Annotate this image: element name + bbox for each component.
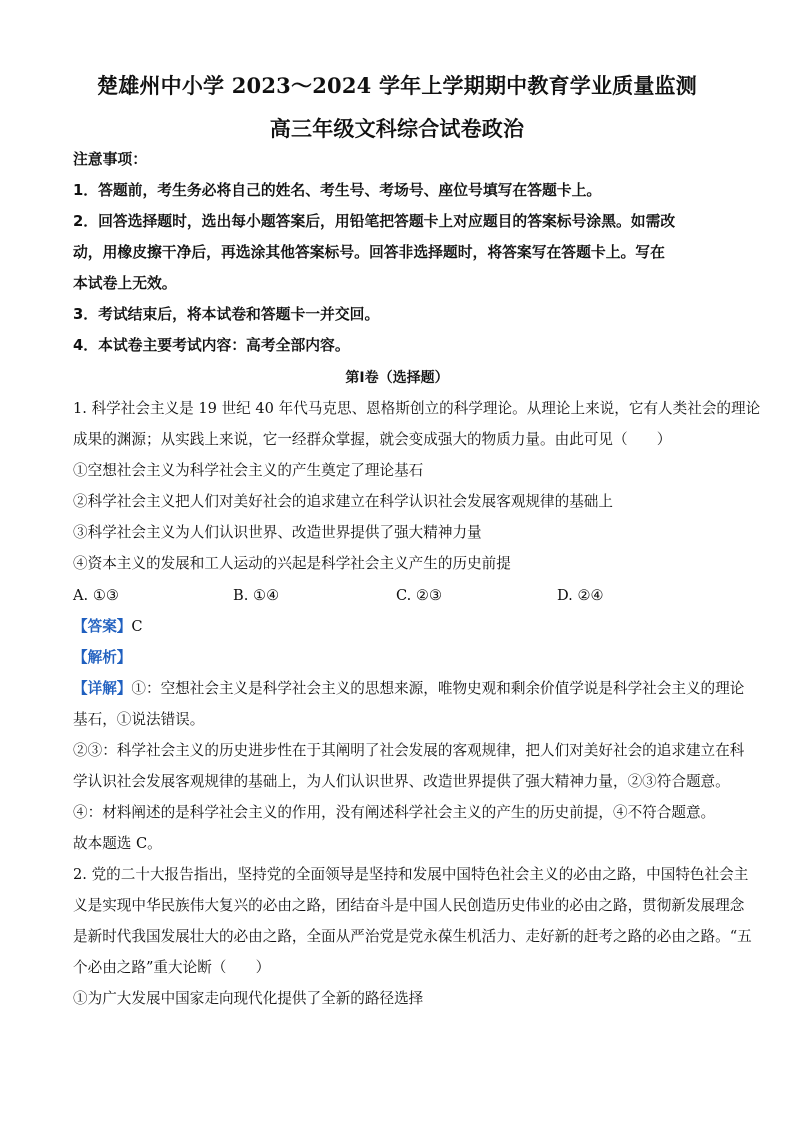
- exam-subtitle: 高三年级文科综合试卷政治: [269, 116, 525, 141]
- detail-text: ②③：科学社会主义的历史进步性在于其阐明了社会发展的客观规律，把人们对美好社会的追求建立在科: [73, 742, 745, 759]
- question-stem: 义是实现中华民族伟大复兴的必由之路，团结奋斗是中国人民创造历史伟业的必由之路，贯彻新发展理念: [73, 897, 745, 914]
- notice-item: 本试卷上无效。: [73, 275, 177, 292]
- section-title: 第Ⅰ卷（选择题）: [345, 370, 449, 386]
- notice-item: 2．回答选择题时，选出每小题答案后，用铅笔把答题卡上对应题目的答案标号涂黑。如需改: [73, 213, 676, 230]
- analysis-line: [73, 648, 723, 668]
- notice-item: 3．考试结束后，将本试卷和答题卡一并交回。: [73, 306, 380, 323]
- notice-item: 动，用橡皮擦干净后，再选涂其他答案标号。回答非选择题时，将答案写在答题卡上。写在: [73, 244, 665, 261]
- notice-heading: 注意事项：: [73, 151, 147, 168]
- statement: ④资本主义的发展和工人运动的兴起是科学社会主义产生的历史前提: [73, 555, 511, 572]
- question-stem: 个必由之路”重大论断（ ）: [73, 959, 271, 976]
- question-stem: 是新时代我国发展壮大的必由之路，全面从严治党是党永葆生机活力、走好新的赶考之路的必由之路。“五: [73, 928, 752, 945]
- answer-tag: 【答案】: [73, 618, 132, 635]
- detail-text: ①：空想社会主义是科学社会主义的思想来源，唯物史观和剩余价值学说是科学社会主义的理论: [131, 680, 745, 697]
- detail-line: [73, 679, 745, 699]
- detail-text: 故本题选 C。: [73, 835, 162, 852]
- option-a: A. ①③: [73, 587, 119, 604]
- answer-value: C: [131, 618, 143, 635]
- detail-text: ④：材料阐述的是科学社会主义的作用，没有阐述科学社会主义的产生的历史前提，④不符合题意。: [73, 804, 716, 821]
- statement: ②科学社会主义把人们对美好社会的追求建立在科学认识社会发展客观规律的基础上: [73, 493, 613, 510]
- option-c: C. ②③: [396, 587, 443, 604]
- question-stem: 2. 党的二十大报告指出，坚持党的全面领导是坚持和发展中国特色社会主义的必由之路，中国特色社会主: [73, 866, 749, 883]
- statement: ①空想社会主义为科学社会主义的产生奠定了理论基石: [73, 462, 424, 479]
- answer-line: [73, 617, 723, 637]
- detail-tag: 【详解】: [73, 680, 132, 697]
- question-stem: 1. 科学社会主义是 19 世纪 40 年代马克思、恩格斯创立的科学理论。从理论上来说，它有人类社会的理论: [73, 400, 761, 417]
- question-stem: 成果的渊源；从实践上来说，它一经群众掌握，就会变成强大的物质力量。由此可见（ ）: [73, 431, 672, 448]
- detail-text: 学认识社会发展客观规律的基础上，为人们认识世界、改造世界提供了强大精神力量，②③符合题意。: [73, 773, 730, 790]
- notice-item: 1．答题前，考生务必将自己的姓名、考生号、考场号、座位号填写在答题卡上。: [73, 182, 602, 199]
- option-d: D. ②④: [557, 587, 604, 604]
- notice-item: 4．本试卷主要考试内容：高考全部内容。: [73, 337, 350, 354]
- statement: ①为广大发展中国家走向现代化提供了全新的路径选择: [73, 990, 424, 1007]
- statement: ③科学社会主义为人们认识世界、改造世界提供了强大精神力量: [73, 524, 482, 541]
- exam-title: 楚雄州中小学 2023～2024 学年上学期期中教育学业质量监测: [97, 73, 697, 98]
- detail-text: 基石，①说法错误。: [73, 711, 205, 728]
- option-b: B. ①④: [233, 587, 280, 604]
- analysis-tag: 【解析】: [73, 649, 132, 666]
